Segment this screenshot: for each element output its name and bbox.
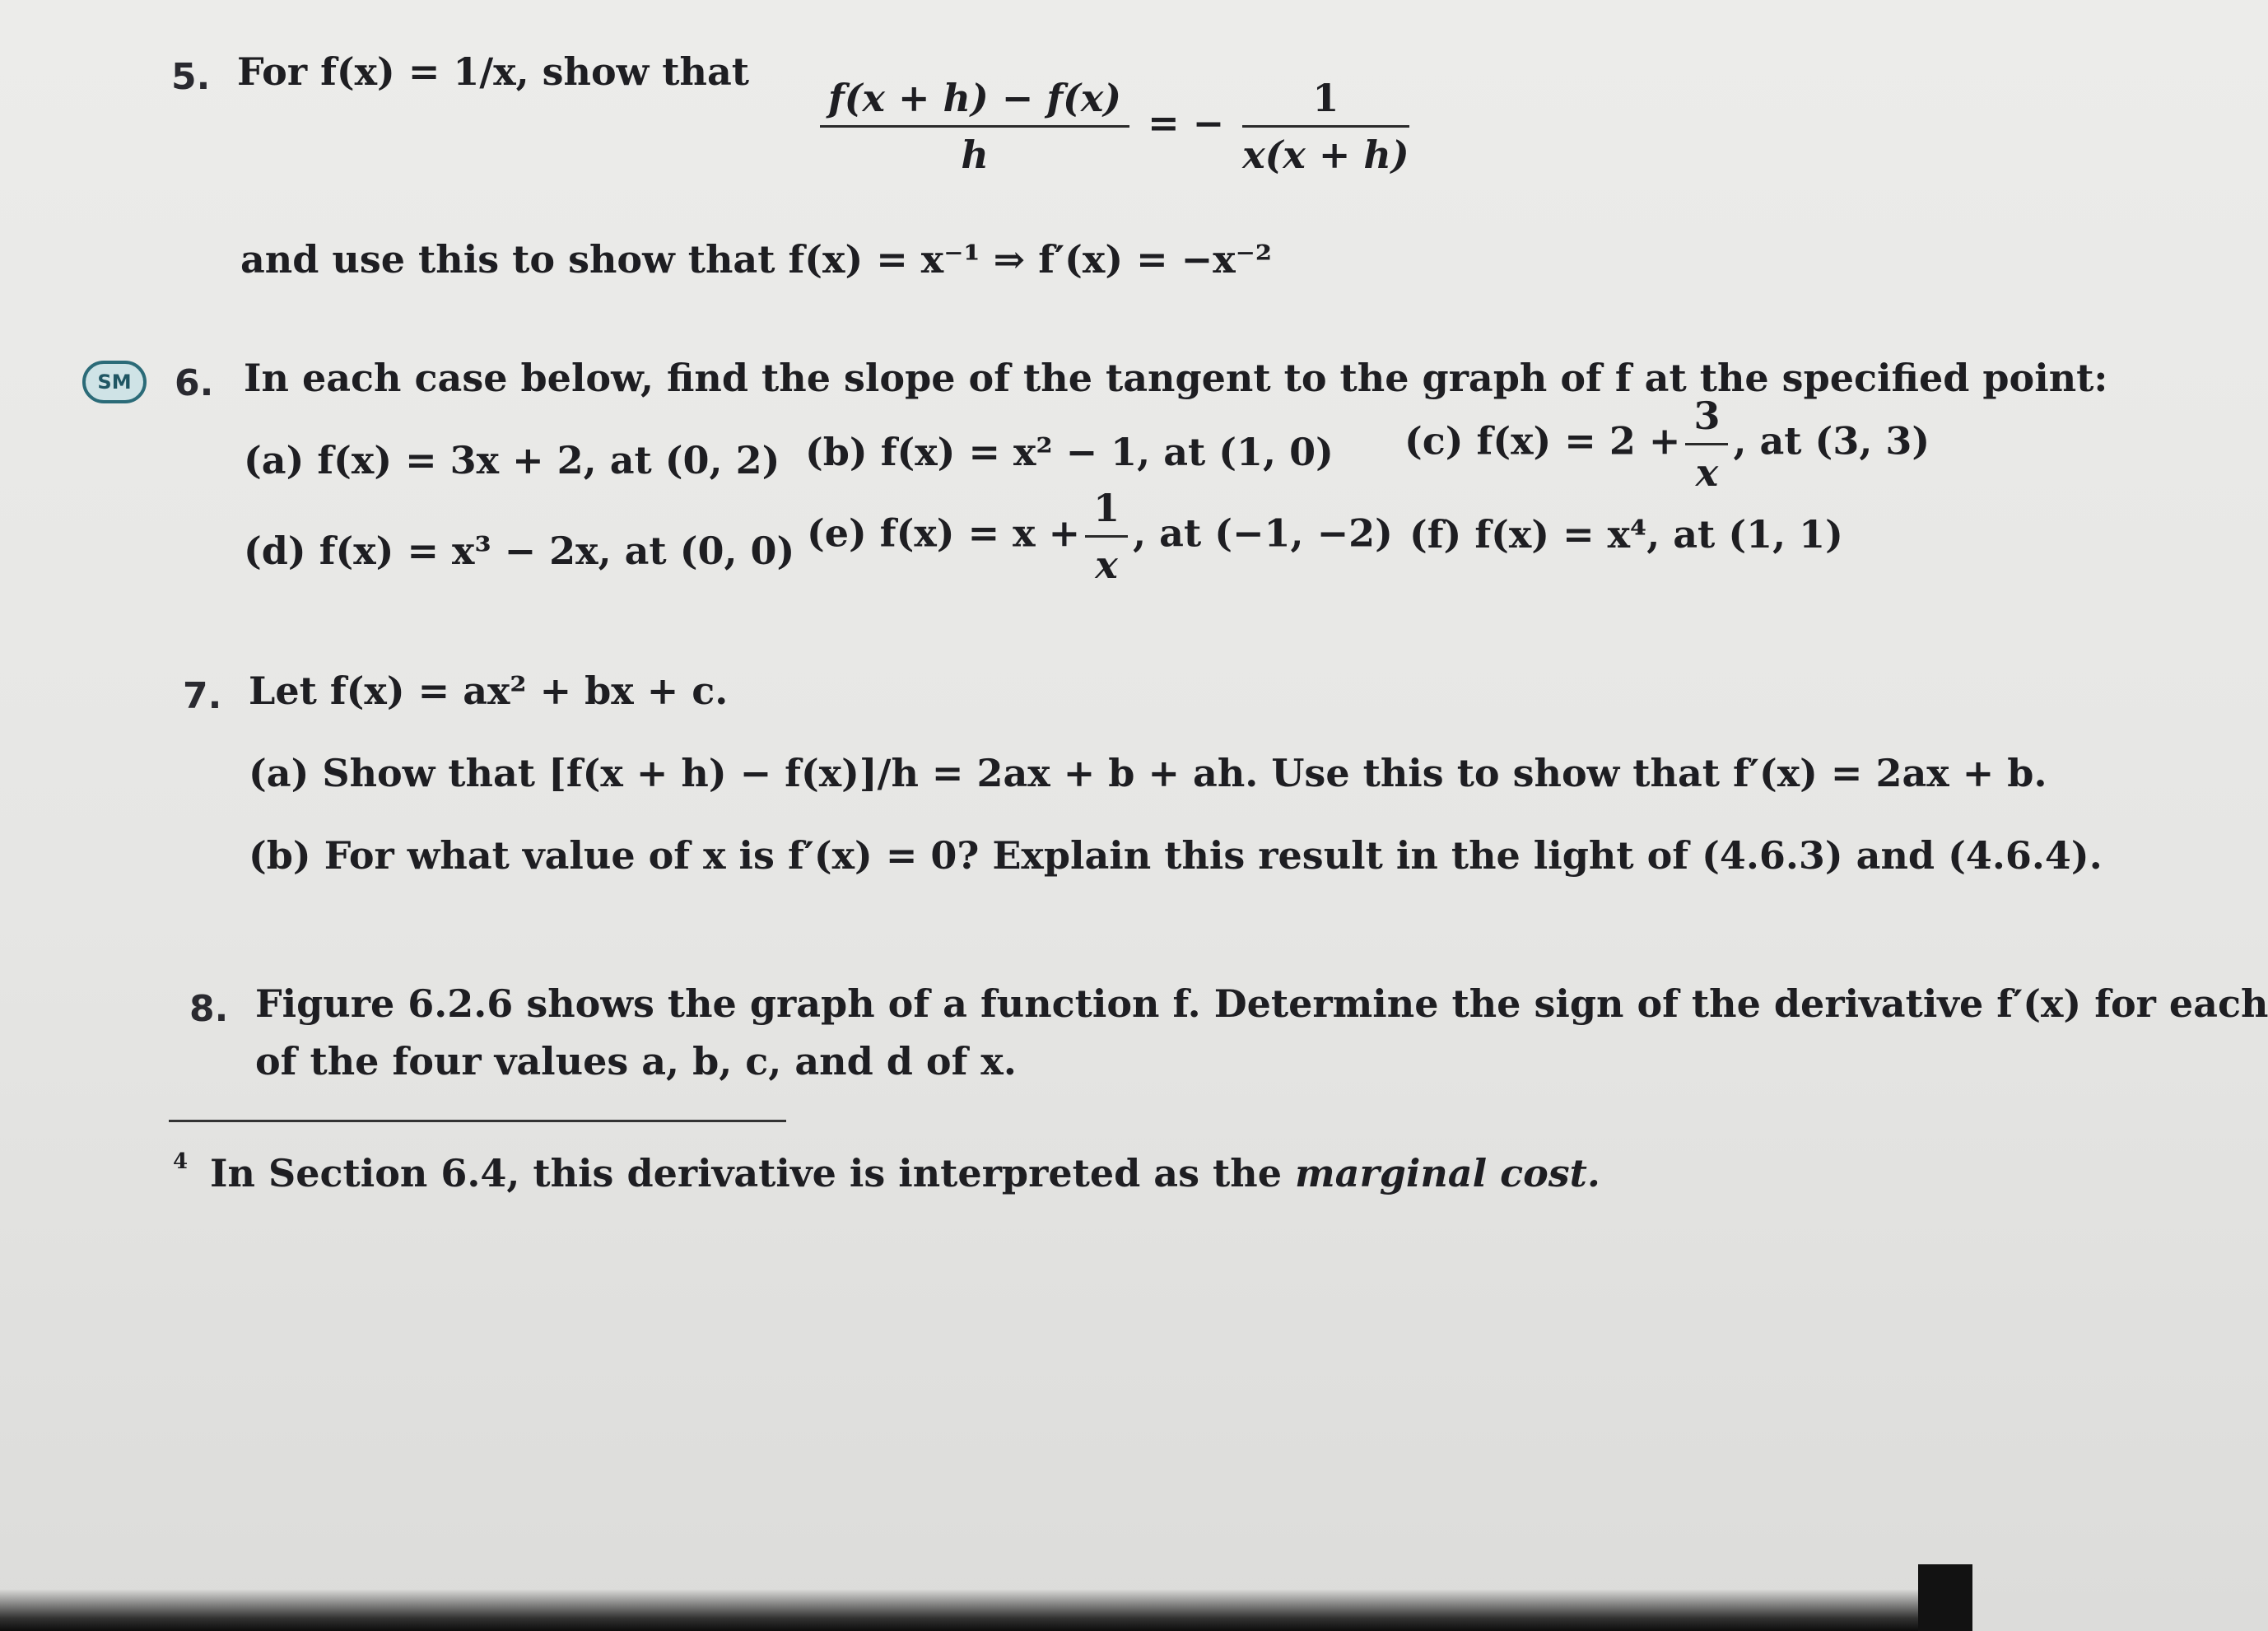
problem-6-part-d: (d) f(x) = x³ − 2x, at (0, 0) — [244, 529, 795, 573]
problem-5-follow-up: and use this to show that f(x) = x⁻¹ ⇒ f′(x) = −x⁻² — [240, 237, 1273, 282]
equation-lhs-fraction — [820, 76, 1129, 177]
footnote-text — [210, 1151, 1600, 1195]
equation-lhs-numerator: f(x + h) − f(x) — [820, 76, 1129, 128]
part-c-numerator: 3 — [1685, 394, 1728, 445]
problem-7-part-a: (a) Show that [f(x + h) − f(x)]/h = 2ax + b + ah. Use this to show that f′(x) = 2ax + b. — [249, 751, 2047, 795]
problem-6-part-b: (b) f(x) = x² − 1, at (1, 0) — [805, 430, 1334, 474]
problem-6-part-e — [807, 486, 1393, 587]
part-c-suffix: , at (3, 3) — [1733, 418, 1930, 464]
problem-6-lead: In each case below, find the slope of the tangent to the graph of f at the specified point: — [244, 356, 2108, 400]
problem-7-part-b: (b) For what value of x is f′(x) = 0? Explain this result in the light of (4.6.3) and (4.6.4). — [249, 833, 2103, 878]
part-c-prefix: (c) f(x) = 2 + — [1404, 418, 1681, 464]
part-e-denominator: x — [1095, 543, 1118, 587]
equation-lhs-denominator: h — [961, 133, 989, 177]
footnote-emphasis: marginal cost. — [1295, 1151, 1600, 1195]
footnote-mark: 4 — [173, 1149, 189, 1174]
problem-6-part-a: (a) f(x) = 3x + 2, at (0, 2) — [244, 438, 780, 482]
problem-6-part-c — [1404, 394, 1930, 495]
part-e-suffix: , at (−1, −2) — [1133, 510, 1393, 556]
equation-rhs-denominator: x(x + h) — [1242, 133, 1409, 177]
equation-rhs-fraction — [1242, 76, 1409, 177]
problem-5-number: 5. — [171, 56, 211, 98]
problem-6-number: 6. — [175, 362, 214, 404]
photo-bottom-shadow — [0, 1589, 1972, 1631]
problem-6-part-f: (f) f(x) = x⁴, at (1, 1) — [1409, 512, 1843, 557]
part-e-prefix: (e) f(x) = x + — [807, 510, 1081, 556]
problem-7-lead: Let f(x) = ax² + bx + c. — [249, 669, 729, 713]
equation-equals: = − — [1148, 100, 1225, 146]
photo-corner-shadow — [1918, 1564, 1972, 1631]
footnote-rule — [169, 1120, 786, 1122]
part-c-denominator: x — [1695, 450, 1719, 495]
student-manual-badge: SM — [82, 361, 147, 403]
problem-7-number: 7. — [183, 675, 222, 717]
part-e-fraction — [1085, 486, 1128, 587]
equation-rhs-numerator: 1 — [1242, 76, 1409, 128]
problem-8-line-2: of the four values a, b, c, and d of x. — [255, 1039, 1017, 1083]
problem-8-line-1: Figure 6.2.6 shows the graph of a function f. Determine the sign of the derivative f′(x) for each — [255, 981, 2268, 1026]
problem-8-number: 8. — [189, 988, 229, 1030]
problem-5-lead: For f(x) = 1/x, show that — [237, 49, 750, 94]
problem-5-equation — [815, 76, 1414, 177]
part-c-fraction — [1685, 394, 1728, 495]
footnote-text-main: In Section 6.4, this derivative is interpreted as the — [210, 1151, 1282, 1195]
part-e-numerator: 1 — [1085, 486, 1128, 538]
